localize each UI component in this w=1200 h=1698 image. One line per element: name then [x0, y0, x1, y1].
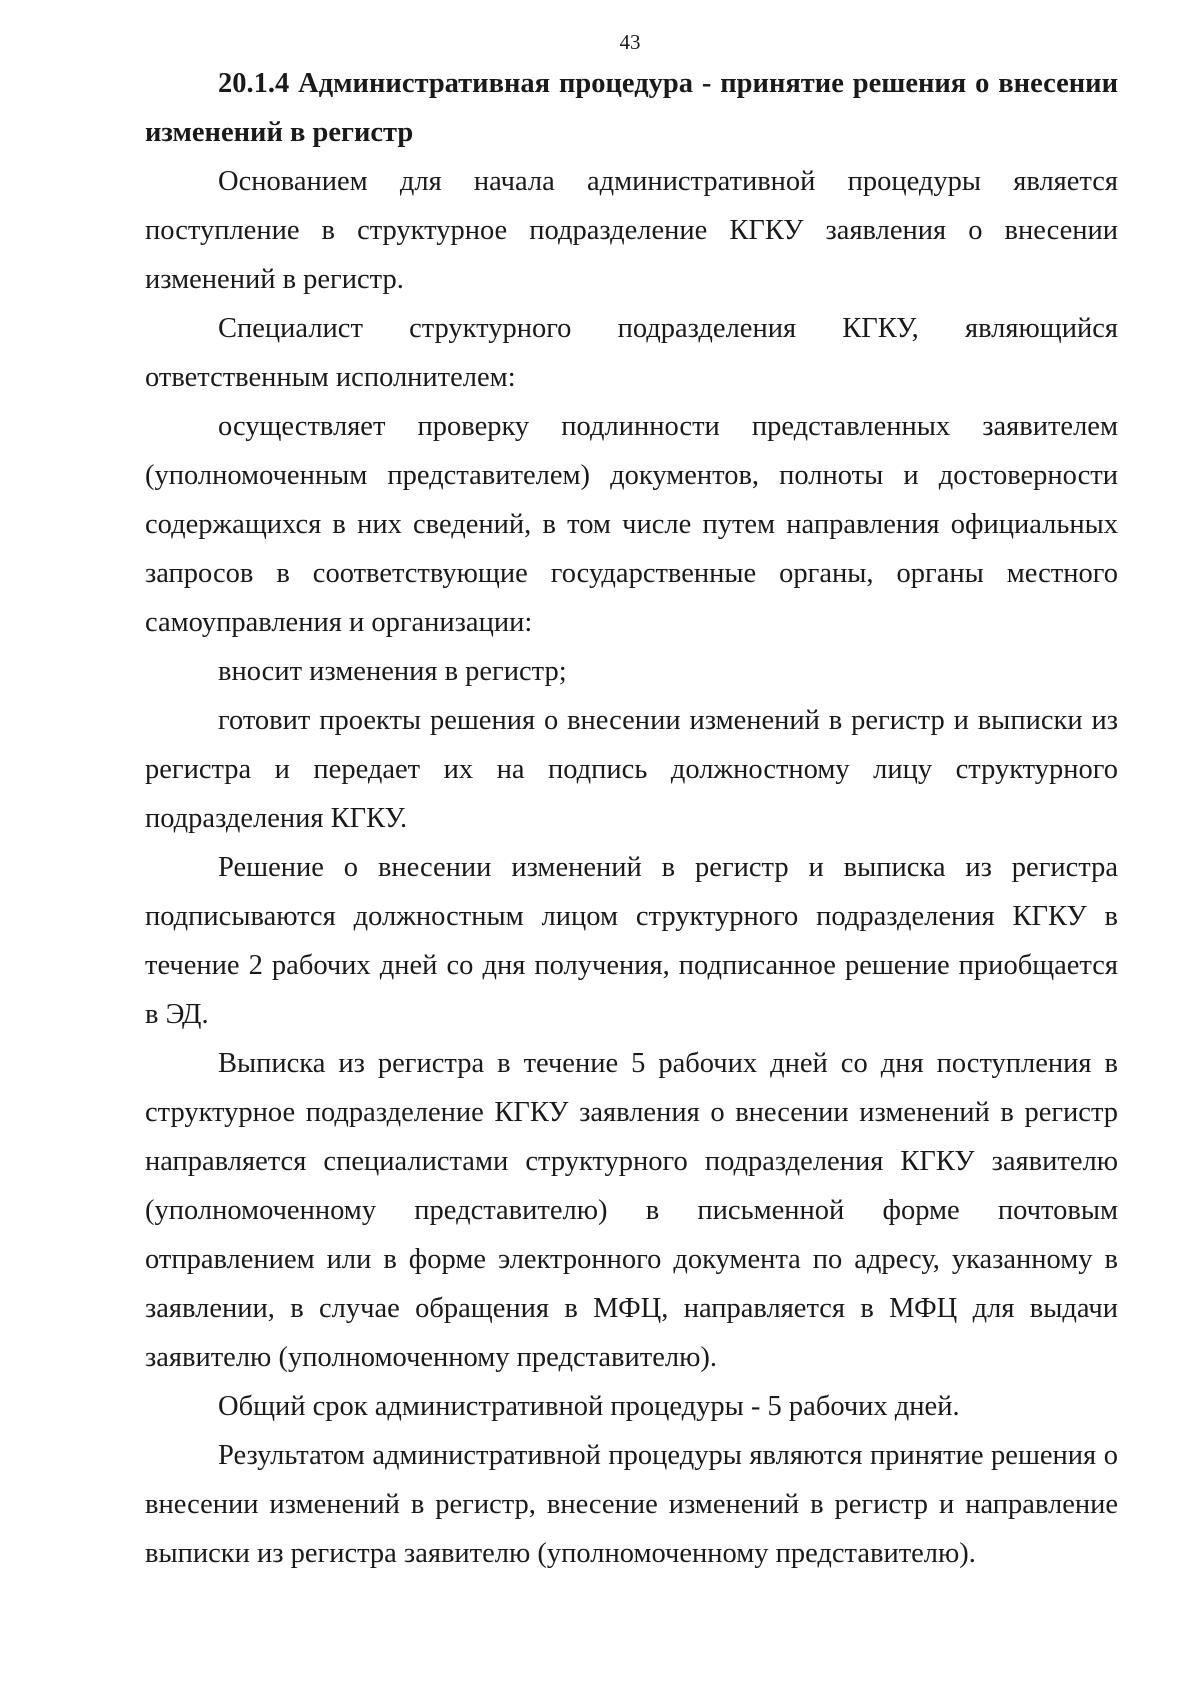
paragraph-drafts: готовит проекты решения о внесении изменений в регистр и выписки из регистра и передает их на подпись должностному лицу структурного подразделения КГКУ. [145, 705, 1118, 834]
section-heading: 20.1.4 Административная процедура - принятие решения о внесении изменений в регистр [145, 68, 1118, 148]
paragraph-basis: Основанием для начала административной процедуры является поступление в структурное подразделение КГКУ заявления о внесении изменений в регистр. [145, 166, 1118, 295]
paragraph-verification: осуществляет проверку подлинности представленных заявителем (уполномоченным представителем) документов, полноты и достоверности содержащихся в них сведений, в том числе путем направления официальных запросов в соответствующие государственные органы, органы местного самоуправления и организации: [145, 411, 1118, 638]
paragraph-extract-delivery: Выписка из регистра в течение 5 рабочих дней со дня поступления в структурное подразделение КГКУ заявления о внесении изменений в регистр направляется специалистами структурного подразделения КГКУ заявителю (уполномоченному представителю) в письменной форме почтовым отправлением или в форме электронного документа по адресу, указанному в заявлении, в случае обращения в МФЦ, направляется в МФЦ для выдачи заявителю (уполномоченному представителю). [145, 1048, 1118, 1373]
paragraph-specialist: Специалист структурного подразделения КГКУ, являющийся ответственным исполнителем: [145, 313, 1118, 393]
page-number: 43 [619, 30, 641, 54]
paragraph-changes: вносит изменения в регистр; [218, 656, 567, 687]
paragraph-result: Результатом административной процедуры являются принятие решения о внесении изменений в регистр, внесение изменений в регистр и направление выписки из регистра заявителю (уполномоченному представителю). [145, 1440, 1118, 1569]
paragraph-decision-signing: Решение о внесении изменений в регистр и выписка из регистра подписываются должностным лицом структурного подразделения КГКУ в течение 2 рабочих дней со дня получения, подписанное решение приобщается в ЭД. [145, 852, 1118, 1030]
document-body [145, 59, 1118, 1578]
paragraph-total-term: Общий срок административной процедуры - 5 рабочих дней. [218, 1391, 960, 1422]
